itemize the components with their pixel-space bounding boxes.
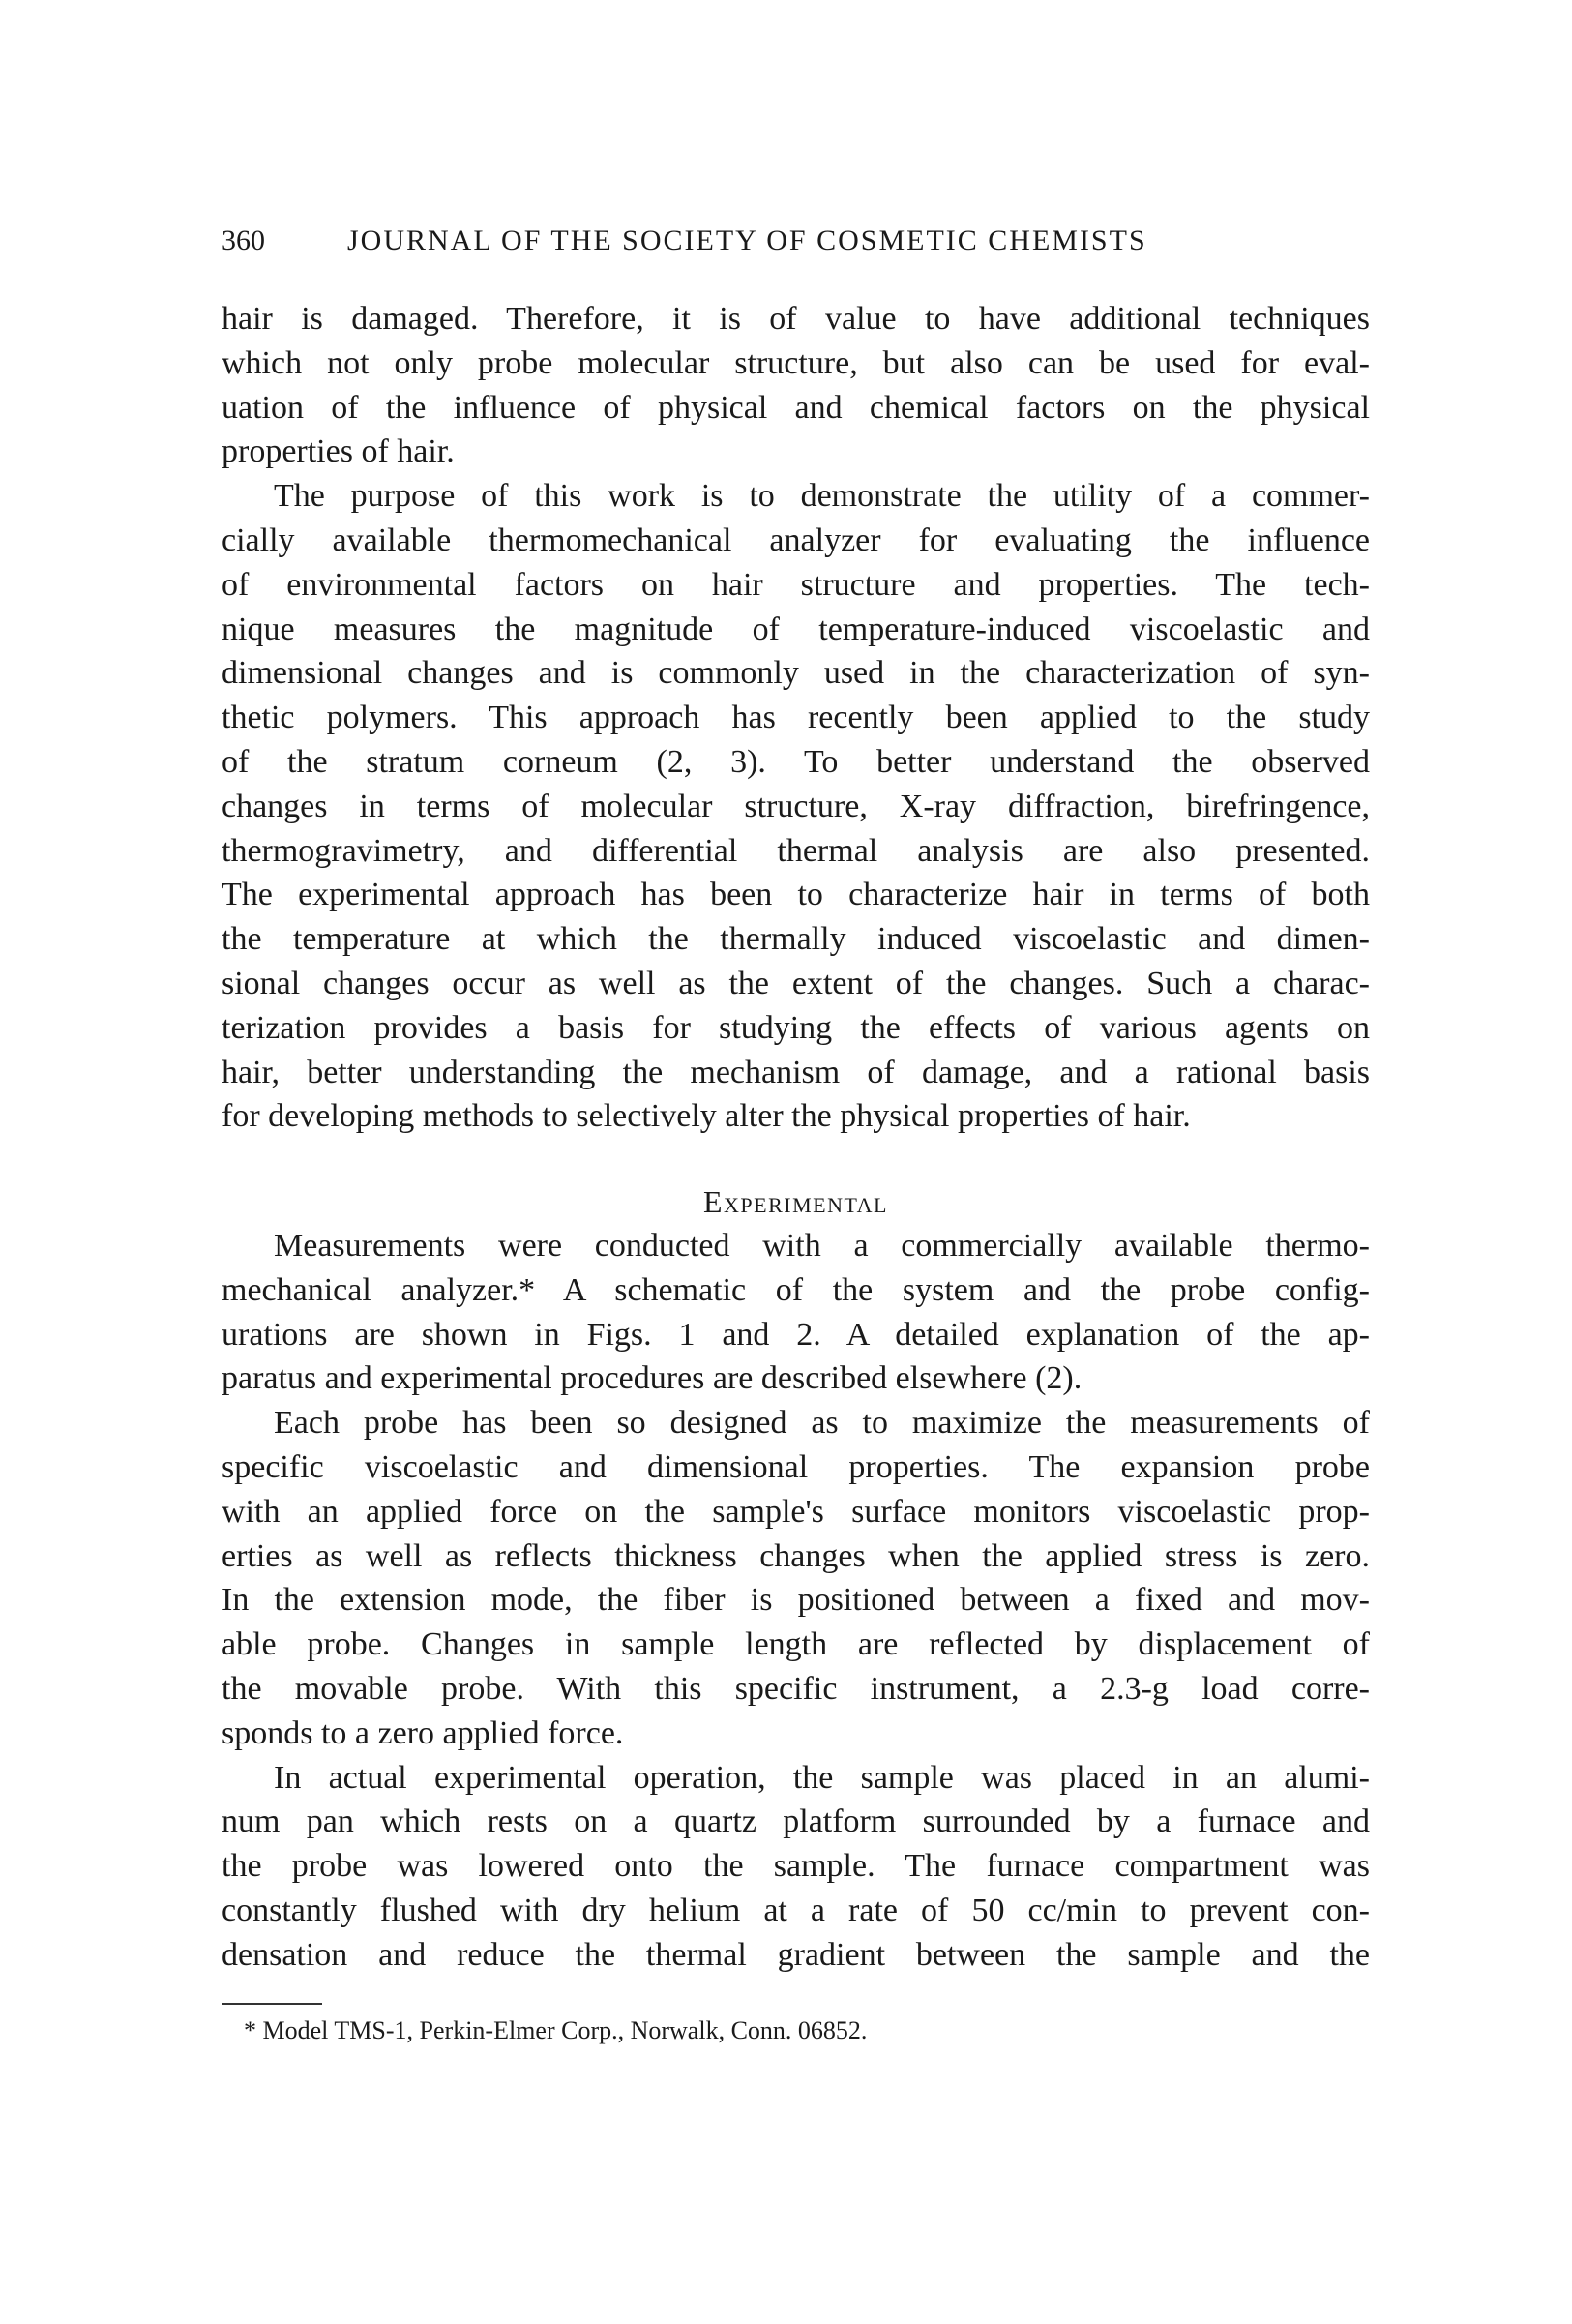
text-line: of the stratum corneum (2, 3). To better understand the observed [222, 743, 1370, 780]
text-line: changes in terms of molecular structure, X-ray diffraction, birefringence, [222, 788, 1370, 824]
text-line: In actual experimental operation, the sample was placed in an alumi- [274, 1759, 1370, 1796]
section-heading-experimental: Experimental [703, 1184, 888, 1219]
text-line: the movable probe. With this specific instrument, a 2.3-g load corre- [222, 1670, 1370, 1707]
text-line: thetic polymers. This approach has recently been applied to the study [222, 700, 1370, 736]
text-line: which not only probe molecular structure, but also can be used for eval- [222, 344, 1370, 381]
text-line: sponds to a zero applied force. [222, 1714, 624, 1751]
running-head: JOURNAL OF THE SOCIETY OF COSMETIC CHEMISTS [347, 224, 1147, 256]
text-line: erties as well as reflects thickness changes when the applied stress is zero. [222, 1537, 1370, 1574]
text-line: of environmental factors on hair structure and properties. The tech- [222, 566, 1370, 603]
text-line: able probe. Changes in sample length are reflected by displacement of [222, 1626, 1370, 1663]
text-line: hair, better understanding the mechanism of damage, and a rational basis [222, 1054, 1370, 1090]
text-line: dimensional changes and is commonly used in the characterization of syn- [222, 655, 1370, 692]
text-line: specific viscoelastic and dimensional properties. The expansion probe [222, 1448, 1370, 1485]
text-line: the probe was lowered onto the sample. The furnace compartment was [222, 1848, 1370, 1885]
text-line: In the extension mode, the fiber is positioned between a fixed and mov- [222, 1582, 1370, 1619]
text-line: Each probe has been so designed as to maximize the measurements of [274, 1405, 1370, 1442]
intro-section [222, 297, 1370, 1139]
page-number: 360 [222, 224, 265, 256]
text-line: properties of hair. [222, 433, 455, 470]
text-line: nique measures the magnitude of temperature-induced viscoelastic and [222, 611, 1370, 647]
text-line: the temperature at which the thermally induced viscoelastic and dimen- [222, 921, 1370, 958]
text-line: cially available thermomechanical analyzer for evaluating the influence [222, 521, 1370, 558]
text-line: num pan which rests on a quartz platform surrounded by a furnace and [222, 1803, 1370, 1840]
text-line: terization provides a basis for studying the effects of various agents on [222, 1009, 1370, 1046]
footnote-rule [222, 2003, 322, 2005]
text-line: paratus and experimental procedures are described elsewhere (2). [222, 1360, 1083, 1397]
experimental-section [222, 1224, 1370, 1978]
text-line: for developing methods to selectively alter the physical properties of hair. [222, 1098, 1191, 1135]
text-line: uation of the influence of physical and chemical factors on the physical [222, 389, 1370, 426]
text-line: constantly flushed with dry helium at a rate of 50 cc/min to prevent con- [222, 1892, 1370, 1928]
text-line: The purpose of this work is to demonstrate the utility of a commer- [274, 478, 1370, 515]
footnote: * Model TMS-1, Perkin-Elmer Corp., Norwalk, Conn. 06852. [244, 2016, 868, 2044]
text-line: The experimental approach has been to characterize hair in terms of both [222, 877, 1370, 913]
text-line: urations are shown in Figs. 1 and 2. A detailed explanation of the ap- [222, 1316, 1370, 1353]
text-line: with an applied force on the sample's surface monitors viscoelastic prop- [222, 1493, 1370, 1530]
text-line: Measurements were conducted with a commercially available thermo- [274, 1228, 1370, 1264]
text-line: mechanical analyzer.* A schematic of the system and the probe config- [222, 1271, 1370, 1308]
text-line: densation and reduce the thermal gradient between the sample and the [222, 1936, 1370, 1973]
text-line: sional changes occur as well as the extent of the changes. Such a charac- [222, 965, 1370, 1001]
text-line: hair is damaged. Therefore, it is of value to have additional techniques [222, 301, 1370, 337]
text-line: thermogravimetry, and differential thermal analysis are also presented. [222, 832, 1370, 869]
